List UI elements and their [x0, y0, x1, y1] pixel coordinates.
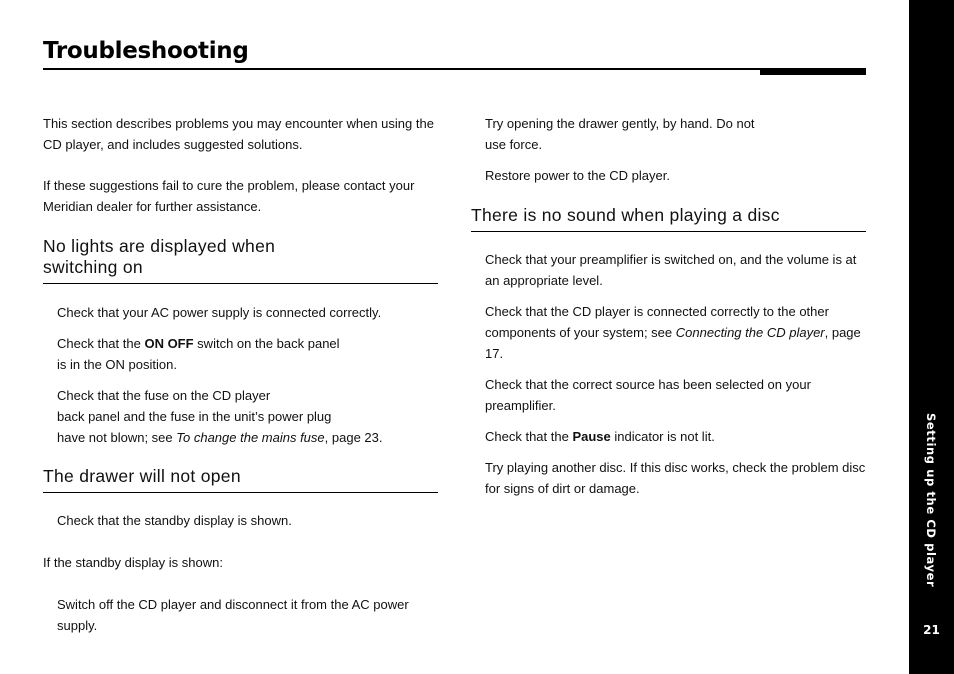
heading-no-sound: There is no sound when playing a disc	[471, 205, 866, 232]
if-standby: If the standby display is shown:	[43, 555, 223, 570]
on-off-label: ON OFF	[144, 336, 194, 351]
try-open-drawer	[485, 113, 866, 155]
heading-drawer: The drawer will not open	[43, 466, 438, 493]
check-standby: Check that the standby display is shown.	[57, 513, 292, 528]
check-switch	[57, 333, 438, 375]
title-rule	[43, 68, 866, 70]
check-switch-text: Check that the	[57, 336, 145, 351]
check-preamp: Check that your preamplifier is switched on, and the volume is at an appropriate level.	[485, 252, 857, 288]
check-connections-text: Check that the CD player is connected correctly to the other components of your system; see	[485, 304, 829, 340]
left-column	[43, 113, 438, 636]
check-fuse-line3-end: , page 23.	[324, 430, 383, 445]
page-title: Troubleshooting	[43, 38, 249, 64]
check-fuse	[57, 385, 438, 448]
try-another-disc: Try playing another disc. If this disc works, check the problem disc for signs of dirt or damage.	[485, 460, 866, 496]
try-open-line1: Try opening the drawer gently, by hand. Do not	[485, 116, 755, 131]
section-tab-label: Setting up the CD player	[924, 413, 938, 588]
check-pause	[485, 426, 866, 447]
check-source: Check that the correct source has been selected on your preamplifier.	[485, 377, 811, 413]
title-rule-accent	[760, 68, 866, 75]
check-connections-end: , page 17.	[485, 325, 861, 361]
page-number: 21	[923, 623, 940, 637]
check-switch-line2: is in the ON position.	[57, 357, 177, 372]
restore-power: Restore power to the CD player.	[485, 168, 670, 183]
check-pause-text: Check that the	[485, 429, 573, 444]
check-fuse-line1: Check that the fuse on the CD player	[57, 388, 271, 403]
check-pause-end: indicator is not lit.	[610, 429, 715, 444]
check-connections	[485, 301, 866, 364]
connecting-reference: Connecting the CD player	[675, 325, 825, 340]
check-ac-supply: Check that your AC power supply is connected correctly.	[57, 305, 382, 320]
intro-paragraph: This section describes problems you may encounter when using the CD player, and includes suggested solutions.	[43, 116, 434, 152]
heading-no-lights: No lights are displayed when switching on	[43, 236, 438, 284]
check-fuse-line3: have not blown; see	[57, 430, 177, 445]
right-column	[471, 113, 866, 499]
check-switch-text-end: switch on the back panel	[193, 336, 340, 351]
check-fuse-line2: back panel and the fuse in the unit’s power plug	[57, 409, 332, 424]
switch-off: Switch off the CD player and disconnect it from the AC power supply.	[57, 597, 409, 633]
try-open-line2: use force.	[485, 137, 543, 152]
mains-fuse-reference: To change the mains fuse	[176, 430, 325, 445]
pause-label: Pause	[572, 429, 611, 444]
contact-paragraph: If these suggestions fail to cure the problem, please contact your Meridian dealer for further assistance.	[43, 178, 415, 214]
